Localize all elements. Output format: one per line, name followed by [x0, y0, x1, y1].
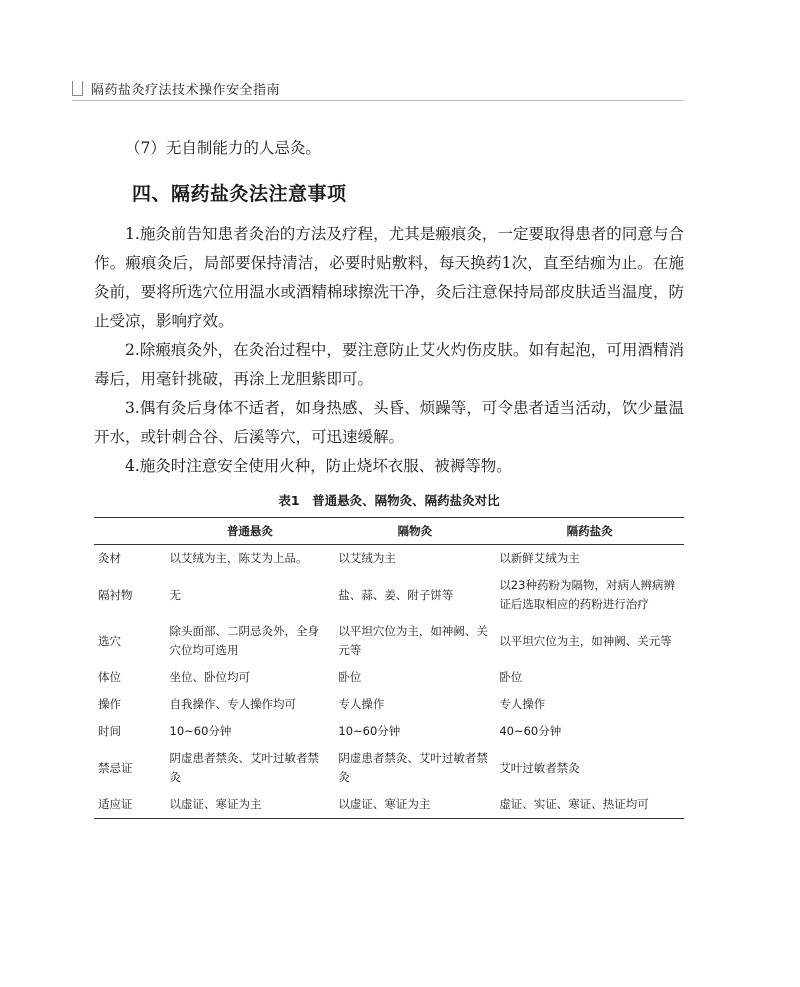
row-header: 体位: [98, 670, 121, 684]
column-header: 隔药盐灸: [566, 523, 613, 538]
running-header-title: 隔药盐灸疗法技术操作安全指南: [91, 83, 281, 98]
table-cell: 以艾绒为主，陈艾为上品。: [169, 551, 308, 565]
table-cell: 阴虚患者禁灸、艾叶过敏者禁灸: [338, 751, 488, 784]
table-caption: 表1 普通悬灸、隔物灸、隔药盐灸对比: [278, 493, 500, 508]
table-cell: 艾叶过敏者禁灸: [499, 760, 580, 775]
table-cell: 以平坦穴位为主，如神阙、关元等: [338, 624, 488, 657]
table-cell: 虚证、实证、寒证、热证均可: [499, 797, 649, 811]
table-cell: 以23种药粉为隔物，对病人辨病辨证后选取相应的药粉进行治疗: [499, 578, 675, 611]
table-cell: 自我操作、专人操作均可: [169, 697, 297, 711]
table-cell: 以虚证、寒证为主: [169, 797, 262, 811]
precaution-paragraph-4: 4.施灸时注意安全使用火种，防止烧坏衣服、被褥等物。: [125, 457, 512, 475]
table-cell: 卧位: [338, 670, 362, 684]
row-header: 操作: [98, 697, 121, 711]
column-header: 普通悬灸: [226, 523, 273, 538]
table-row: [94, 618, 684, 664]
column-header: 隔物灸: [397, 523, 433, 538]
table-row: [94, 664, 684, 691]
precaution-paragraph-3: 3.偶有灸后身体不适者，如身热感、头昏、烦躁等，可令患者适当活动，饮少量温开水，或针刺合谷、后溪等穴，可迅速缓解。: [94, 399, 684, 446]
table-cell: 阴虚患者禁灸、艾叶过敏者禁灸: [169, 751, 320, 784]
table-cell: 坐位、卧位均可: [169, 670, 251, 684]
row-header: 隔衬物: [98, 587, 133, 602]
table-cell: 以艾绒为主: [338, 551, 396, 565]
table-row: [94, 745, 684, 791]
table-row: [94, 545, 684, 573]
table-cell: 10~60分钟: [169, 724, 232, 738]
table-header-row: [94, 518, 684, 545]
table-cell: 以虚证、寒证为主: [338, 797, 431, 811]
row-header: 禁忌证: [98, 760, 133, 775]
contraindication-item-7: （7）无自制能力的人忌灸。: [125, 139, 321, 157]
column-header: [94, 518, 166, 545]
precaution-paragraph-1: 1.施灸前告知患者灸治的方法及疗程，尤其是瘢痕灸，一定要取得患者的同意与合作。瘢痕灸后，局部要保持清洁，必要时贴敷料，每天换药1次，直至结痂为止。在施灸前，要将所选穴位用温水或酒精棉球擦洗干净，灸后注意保持局部皮肤适当温度，防止受凉，影响疗效。: [94, 225, 684, 330]
table-row: [94, 791, 684, 819]
precaution-paragraph-2: 2.除瘢痕灸外，在灸治过程中，要注意防止艾火灼伤皮肤。如有起泡，可用酒精消毒后，用毫针挑破，再涂上龙胆紫即可。: [94, 341, 684, 388]
table-cell: 盐、蒜、姜、附子饼等: [338, 587, 454, 602]
table-cell: 10~60分钟: [338, 724, 401, 738]
table-cell: 专人操作: [499, 697, 546, 711]
comparison-table: [94, 517, 684, 819]
row-header: 时间: [98, 724, 121, 738]
table-cell: 40~60分钟: [499, 724, 562, 738]
row-header: 选穴: [98, 633, 121, 648]
row-header: 灸材: [98, 551, 121, 565]
header-bracket-icon: [72, 81, 83, 96]
running-header: [72, 78, 684, 101]
table-cell: 以新鲜艾绒为主: [499, 551, 580, 565]
table-cell: 卧位: [499, 670, 523, 684]
table-row: [94, 691, 684, 718]
table-row: [94, 718, 684, 745]
table-cell: 以平坦穴位为主，如神阙、关元等: [499, 633, 672, 648]
table-cell: 专人操作: [338, 697, 385, 711]
table-row: [94, 572, 684, 618]
table-cell: 除头面部、二阴忌灸外，全身穴位均可选用: [169, 624, 320, 657]
page-content: [94, 134, 684, 819]
section-heading: 四、隔药盐灸法注意事项: [132, 183, 347, 205]
table-cell: 无: [169, 587, 182, 602]
row-header: 适应证: [98, 797, 133, 811]
